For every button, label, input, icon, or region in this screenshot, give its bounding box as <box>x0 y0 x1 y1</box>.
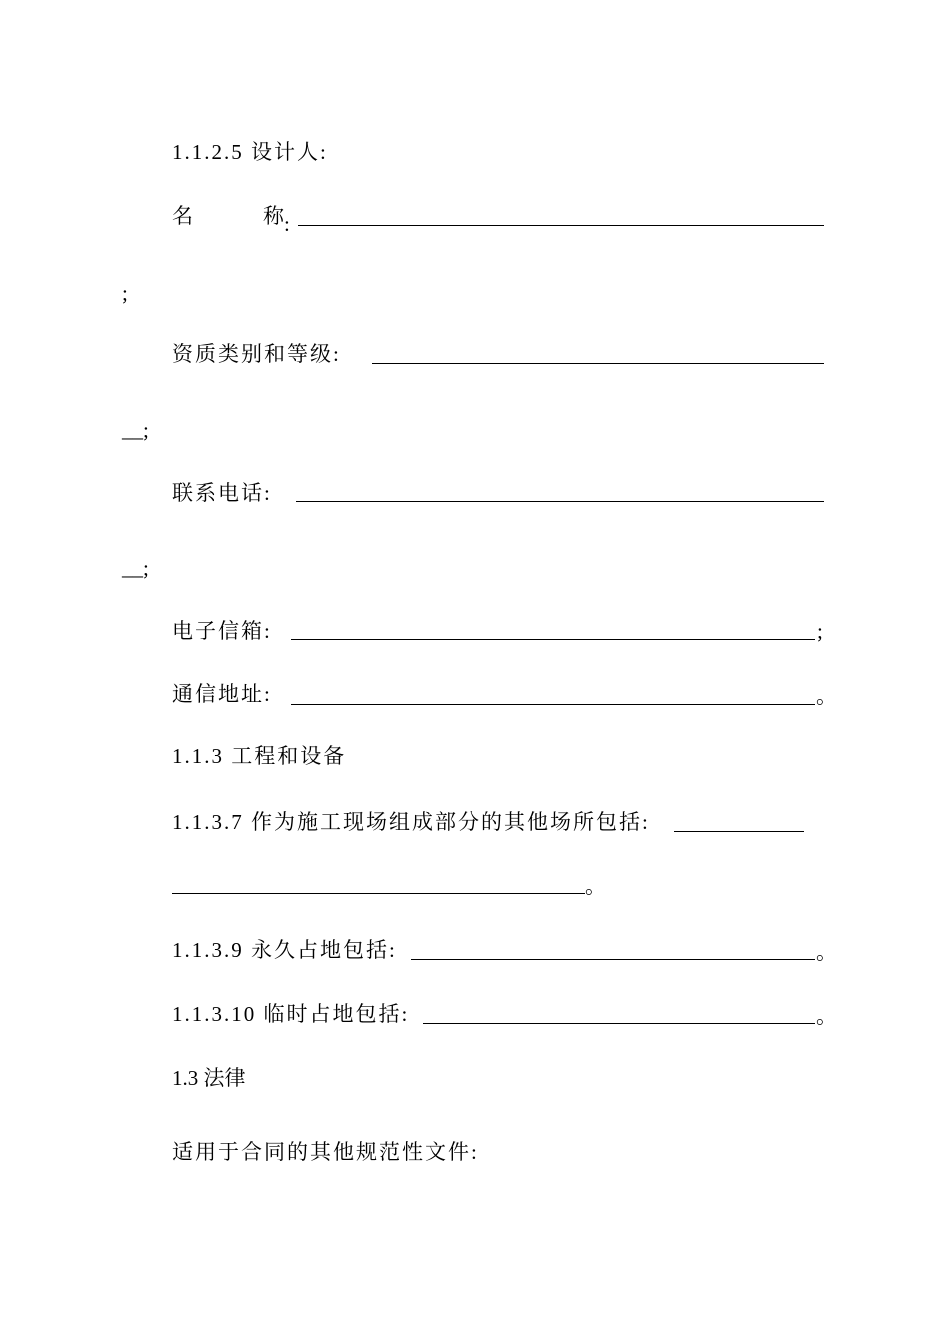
qualification-label: 资质类别和等级: <box>172 342 341 366</box>
phone-end: __; <box>122 556 149 580</box>
item-11310-field[interactable] <box>423 1023 815 1024</box>
designer-heading: 1.1.2.5 设计人: <box>172 140 328 164</box>
address-field[interactable] <box>291 704 815 705</box>
email-field[interactable] <box>291 639 815 640</box>
item-1139-end: 。 <box>816 940 837 964</box>
engineering-heading: 1.1.3 工程和设备 <box>172 744 347 768</box>
address-end: 。 <box>816 684 837 708</box>
designer-name-field[interactable] <box>298 225 824 226</box>
phone-label: 联系电话: <box>172 481 272 505</box>
item-1137-end: 。 <box>585 874 606 898</box>
address-label: 通信地址: <box>172 682 272 706</box>
item-1137-label: 1.1.3.7 作为施工现场组成部分的其他场所包括: <box>172 810 650 834</box>
item-1137-field-line1[interactable] <box>674 831 804 832</box>
name-label-char1: 名 <box>172 204 193 228</box>
designer-name-label <box>172 201 292 239</box>
item-1137-field-line2[interactable] <box>172 893 585 894</box>
name-label-char2: 称 <box>263 204 284 228</box>
item-11310-label: 1.1.3.10 临时占地包括: <box>172 1002 410 1026</box>
law-heading: 1.3 法律 <box>172 1066 246 1090</box>
email-end: ; <box>817 619 823 643</box>
phone-field[interactable] <box>296 501 824 502</box>
designer-name-end: ; <box>122 281 128 305</box>
name-label-colon: : <box>284 212 292 236</box>
qualification-field[interactable] <box>372 363 824 364</box>
email-label: 电子信箱: <box>172 619 272 643</box>
item-1139-label: 1.1.3.9 永久占地包括: <box>172 938 397 962</box>
qualification-end: __; <box>122 418 149 442</box>
item-11310-end: 。 <box>816 1004 837 1028</box>
other-docs-label: 适用于合同的其他规范性文件: <box>172 1140 479 1164</box>
item-1139-field[interactable] <box>411 959 815 960</box>
